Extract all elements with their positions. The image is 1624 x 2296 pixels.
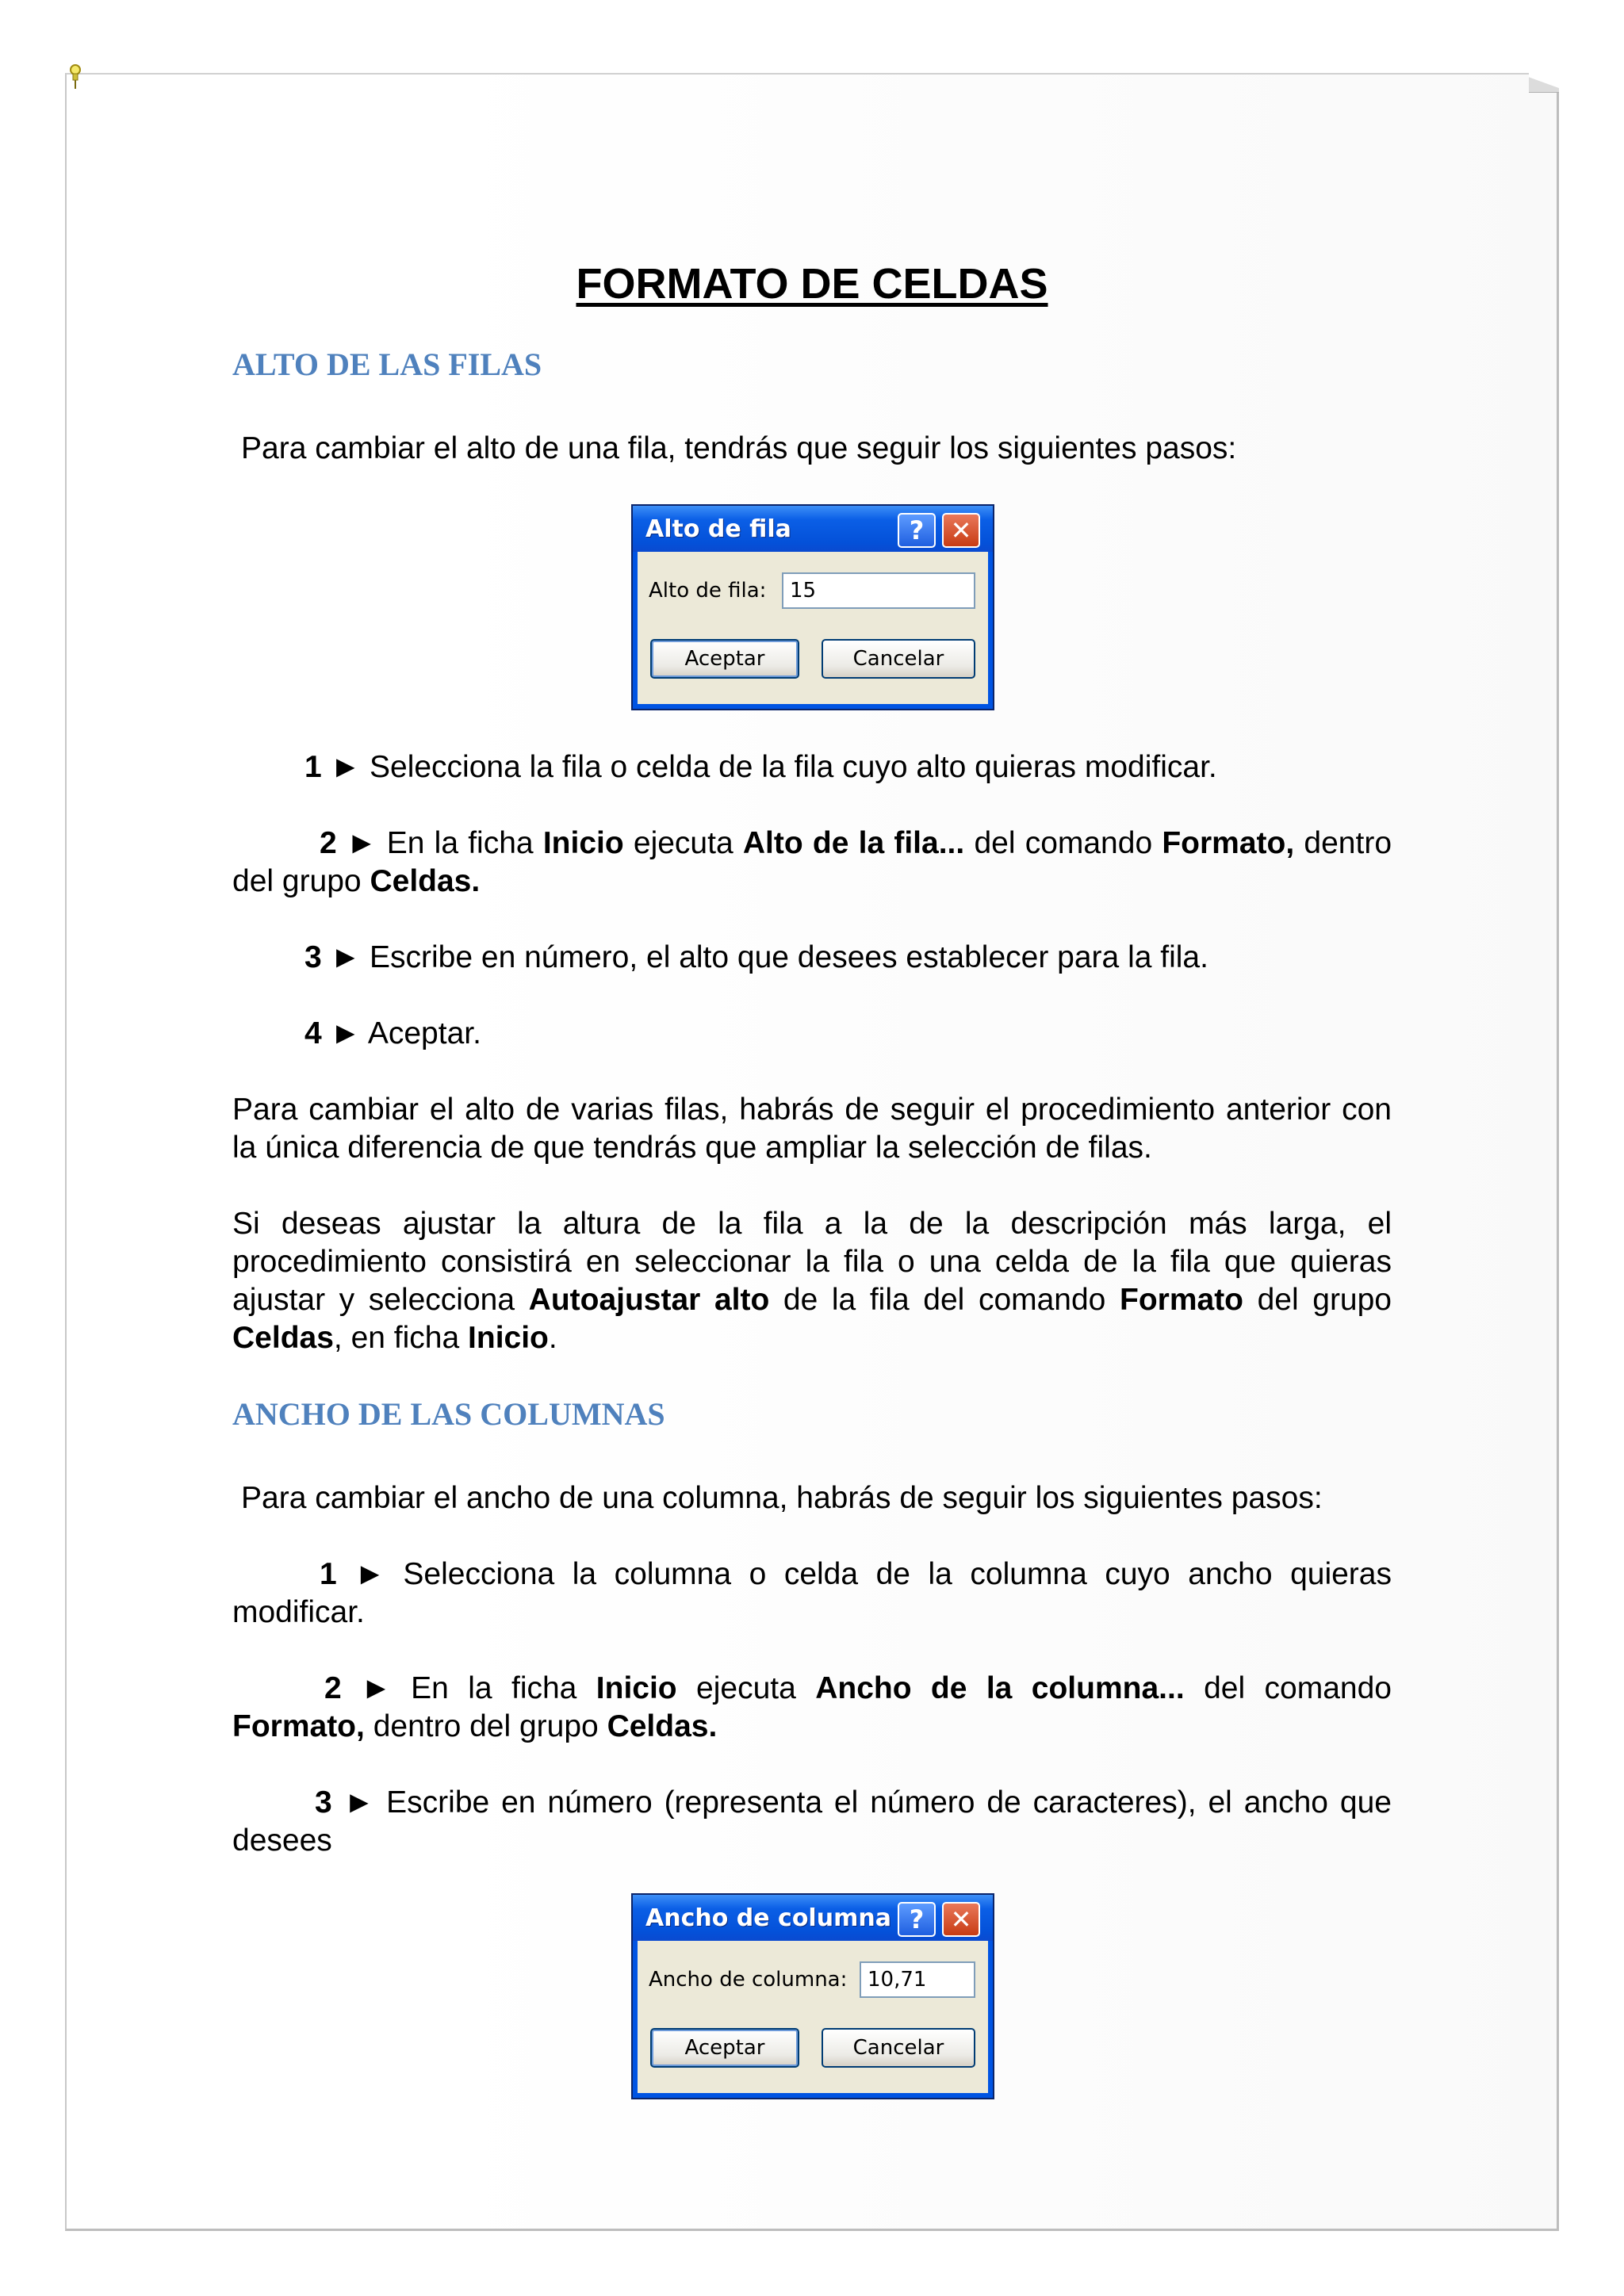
arrow-icon: ► [361, 1671, 392, 1705]
section1-intro: Para cambiar el alto de una fila, tendrás que seguir los siguientes pasos: [241, 431, 1237, 465]
row-paragraph-multiple: Para cambiar el alto de varias filas, habrás de seguir el procedimiento anterior con la única diferencia de que tendrás que ampliar la selección de filas. [232, 1093, 1392, 1165]
column-step-1: 1 ► Selecciona la columna o celda de la columna cuyo ancho quieras modificar. [232, 1557, 1392, 1629]
column-step-3: 3 ► Escribe en número (representa el número de caracteres), el ancho que desees [232, 1785, 1392, 1858]
dialog-body [638, 1941, 988, 2093]
row-step-1: 1 ► Selecciona la fila o celda de la fila cuyo alto quieras modificar. [304, 750, 1217, 784]
section2-intro: Para cambiar el ancho de una columna, habrás de seguir los siguientes pasos: [241, 1481, 1323, 1515]
arrow-icon: ► [330, 750, 362, 784]
row-step-4: 4 ► Aceptar. [304, 1016, 481, 1050]
row-height-dialog [631, 504, 994, 710]
section-heading-column-width: ANCHO DE LAS COLUMNAS [232, 1396, 665, 1432]
pushpin-icon [67, 63, 84, 90]
arrow-icon: ► [330, 1016, 362, 1050]
row-step-2: 2 ► En la ficha Inicio ejecuta Alto de la fila... del comando Formato, dentro del grupo Celdas. [232, 826, 1392, 898]
page-title: FORMATO DE CELDAS [576, 260, 1048, 308]
dialog-title: Ancho de columna [645, 1904, 891, 1932]
help-button[interactable]: ? [898, 513, 936, 548]
help-button[interactable]: ? [898, 1902, 936, 1937]
dialog-titlebar [633, 506, 993, 552]
column-width-label: Ancho de columna: [649, 1968, 848, 1992]
row-height-label: Alto de fila: [649, 579, 767, 603]
page-fold-corner [1529, 73, 1559, 93]
arrow-icon: ► [330, 940, 362, 974]
row-step-3: 3 ► Escribe en número, el alto que desees establecer para la fila. [304, 940, 1208, 974]
arrow-icon: ► [343, 1785, 375, 1820]
row-paragraph-autofit: Si deseas ajustar la altura de la fila a la de la descripción más larga, el procedimiento consistirá en seleccionar la fila o una celda de la fila que quieras ajustar y selecciona Autoajustar alto de la fila del comando Formato del grupo Celdas, en ficha Inicio. [232, 1207, 1392, 1355]
dialog-body [638, 552, 988, 704]
cancel-button[interactable]: Cancelar [822, 2028, 975, 2068]
accept-button[interactable]: Aceptar [650, 639, 799, 679]
cancel-button[interactable]: Cancelar [822, 639, 975, 679]
column-width-input[interactable]: 10,71 [860, 1961, 975, 1998]
arrow-icon: ► [354, 1557, 385, 1591]
column-step-2: 2 ► En la ficha Inicio ejecuta Ancho de la columna... del comando Formato, dentro del grupo Celdas. [232, 1671, 1392, 1743]
column-width-dialog [631, 1893, 994, 2099]
dialog-titlebar [633, 1895, 993, 1941]
arrow-icon: ► [346, 826, 377, 860]
close-button[interactable]: ✕ [942, 513, 980, 548]
row-height-input[interactable]: 15 [782, 572, 975, 609]
close-button[interactable]: ✕ [942, 1902, 980, 1937]
accept-button[interactable]: Aceptar [650, 2028, 799, 2068]
section-heading-row-height: ALTO DE LAS FILAS [232, 346, 542, 382]
dialog-title: Alto de fila [645, 515, 791, 543]
